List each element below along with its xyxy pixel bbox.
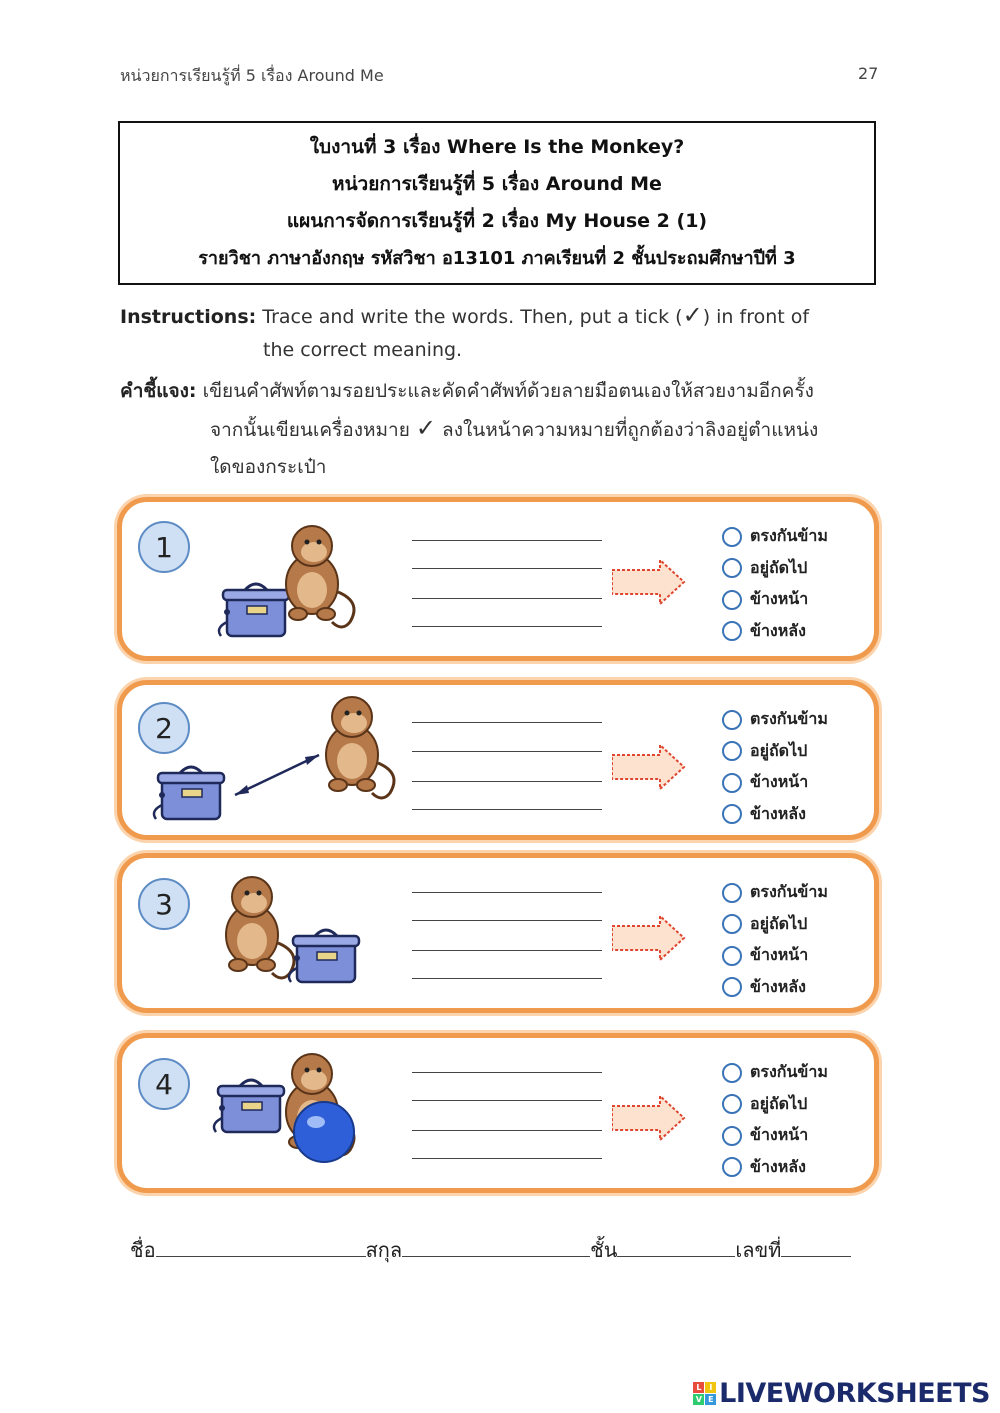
writing-line[interactable]	[412, 809, 602, 810]
option-in-front-of[interactable]	[722, 1120, 828, 1152]
option-label: ตรงกันข้าม	[750, 709, 828, 729]
option-behind[interactable]	[722, 616, 828, 648]
surname-label: สกุล	[365, 1238, 403, 1262]
radio-button[interactable]	[722, 621, 742, 641]
radio-button[interactable]	[722, 710, 742, 730]
instructions-en-text3: the correct meaning.	[263, 339, 463, 361]
instructions-th-label: คำชี้แจง:	[120, 380, 197, 402]
monkey-image	[272, 1050, 382, 1175]
question-card-1	[117, 497, 879, 661]
writing-line[interactable]	[412, 751, 602, 752]
student-info	[130, 1234, 870, 1266]
question-number: 1	[138, 521, 190, 573]
writing-line[interactable]	[412, 540, 602, 541]
badge-letter: L	[693, 1382, 704, 1393]
arrow-icon	[612, 560, 688, 606]
writing-line[interactable]	[412, 781, 602, 782]
unit-title: หน่วยการเรียนรู้ที่ 5 เรื่อง Around Me	[332, 173, 662, 195]
writing-line[interactable]	[412, 950, 602, 951]
radio-button[interactable]	[722, 946, 742, 966]
logo-text: LIVEWORKSHEETS	[719, 1378, 990, 1409]
tick-icon: ✓	[682, 301, 703, 329]
option-label: ตรงกันข้าม	[750, 882, 828, 902]
option-label: ข้างหลัง	[750, 803, 806, 823]
instructions-th-text2a: จากนั้นเขียนเครื่องหมาย	[210, 419, 410, 441]
worksheet-title: ใบงานที่ 3 เรื่อง Where Is the Monkey?	[309, 136, 685, 158]
instructions-th-text2b: ลงในหน้าความหมายที่ถูกต้องว่าลิงอยู่ตำแหน่ง	[442, 419, 819, 441]
radio-button[interactable]	[722, 1126, 742, 1146]
badge-letter: I	[705, 1382, 716, 1393]
liveworksheets-logo	[693, 1378, 990, 1409]
name-field[interactable]	[156, 1236, 366, 1257]
writing-line[interactable]	[412, 978, 602, 979]
writing-line[interactable]	[412, 892, 602, 893]
radio-button[interactable]	[722, 1063, 742, 1083]
option-label: อยู่ถัดไป	[750, 740, 808, 760]
radio-button[interactable]	[722, 977, 742, 997]
option-next-to[interactable]	[722, 909, 828, 941]
option-label: อยู่ถัดไป	[750, 1093, 808, 1113]
option-in-front-of[interactable]	[722, 584, 828, 616]
arrow-icon	[612, 916, 688, 962]
question-card-2	[117, 680, 879, 840]
option-label: อยู่ถัดไป	[750, 913, 808, 933]
radio-button[interactable]	[722, 527, 742, 547]
instructions-en-text2: ) in front of	[702, 306, 810, 328]
instructions-en-label: Instructions:	[120, 306, 257, 328]
writing-line[interactable]	[412, 1130, 602, 1131]
instructions-th-line2	[210, 414, 818, 445]
lesson-plan-title: แผนการจัดการเรียนรู้ที่ 2 เรื่อง My House 2 (1)	[286, 210, 708, 232]
option-opposite[interactable]	[722, 877, 828, 909]
option-in-front-of[interactable]	[722, 767, 828, 799]
option-opposite[interactable]	[722, 1057, 828, 1089]
arrow-icon	[612, 745, 688, 791]
instructions-en-text1: Trace and write the words. Then, put a tick (	[262, 306, 683, 328]
instructions-en-line1	[120, 301, 809, 329]
tick-icon: ✓	[415, 414, 436, 442]
radio-button[interactable]	[722, 590, 742, 610]
answer-options	[722, 521, 828, 647]
radio-button[interactable]	[722, 883, 742, 903]
radio-button[interactable]	[722, 1094, 742, 1114]
option-behind[interactable]	[722, 1152, 828, 1184]
monkey-image	[312, 693, 412, 805]
page-number: 27	[858, 64, 879, 83]
option-opposite[interactable]	[722, 704, 828, 736]
option-label: ข้างหน้า	[750, 589, 809, 609]
option-next-to[interactable]	[722, 736, 828, 768]
writing-line[interactable]	[412, 722, 602, 723]
ball-icon	[294, 1102, 354, 1162]
bag-image	[152, 765, 230, 825]
radio-button[interactable]	[722, 914, 742, 934]
option-behind[interactable]	[722, 799, 828, 831]
writing-line[interactable]	[412, 920, 602, 921]
badge-letter: V	[693, 1394, 704, 1405]
question-card-4	[117, 1033, 879, 1193]
title-box	[118, 121, 876, 285]
radio-button[interactable]	[722, 804, 742, 824]
writing-line[interactable]	[412, 626, 602, 627]
radio-button[interactable]	[722, 558, 742, 578]
question-number: 2	[138, 702, 190, 754]
class-label: ชั้น	[590, 1238, 618, 1262]
badge-letter: E	[705, 1394, 716, 1405]
option-next-to[interactable]	[722, 553, 828, 585]
answer-options	[722, 877, 828, 1003]
writing-line[interactable]	[412, 1100, 602, 1101]
writing-line[interactable]	[412, 1072, 602, 1073]
radio-button[interactable]	[722, 773, 742, 793]
radio-button[interactable]	[722, 1157, 742, 1177]
answer-options	[722, 1057, 828, 1183]
surname-field[interactable]	[402, 1236, 590, 1257]
option-label: ตรงกันข้าม	[750, 1062, 828, 1082]
question-number: 4	[138, 1058, 190, 1110]
monkey-image	[272, 522, 382, 632]
course-info: รายวิชา ภาษาอังกฤษ รหัสวิชา อ13101 ภาคเรียนที่ 2 ชั้นประถมศึกษาปีที่ 3	[198, 248, 796, 269]
option-label: ข้างหลัง	[750, 620, 806, 640]
question-card-3	[117, 853, 879, 1013]
option-label: ข้างหน้า	[750, 772, 809, 792]
option-label: อยู่ถัดไป	[750, 557, 808, 577]
class-field[interactable]	[617, 1236, 735, 1257]
writing-line[interactable]	[412, 598, 602, 599]
option-behind[interactable]	[722, 972, 828, 1004]
option-in-front-of[interactable]	[722, 940, 828, 972]
radio-button[interactable]	[722, 741, 742, 761]
running-title: หน่วยการเรียนรู้ที่ 5 เรื่อง Around Me	[120, 66, 384, 85]
number-label: เลขที่	[735, 1238, 782, 1262]
writing-line[interactable]	[412, 1158, 602, 1159]
option-opposite[interactable]	[722, 521, 828, 553]
logo-badge-icon	[693, 1382, 716, 1405]
instructions-th-text1: เขียนคำศัพท์ตามรอยประและคัดคำศัพท์ด้วยลายมือตนเองให้สวยงามอีกครั้ง	[202, 380, 814, 402]
option-next-to[interactable]	[722, 1089, 828, 1121]
bag-image	[287, 928, 365, 988]
name-label: ชื่อ	[130, 1238, 156, 1262]
writing-line[interactable]	[412, 568, 602, 569]
option-label: ตรงกันข้าม	[750, 526, 828, 546]
option-label: ข้างหน้า	[750, 1125, 809, 1145]
number-field[interactable]	[781, 1236, 851, 1257]
option-label: ข้างหน้า	[750, 945, 809, 965]
question-number: 3	[138, 878, 190, 930]
option-label: ข้างหลัง	[750, 1156, 806, 1176]
instructions-th-line1	[120, 376, 814, 406]
instructions-th-text3: ใดของกระเป๋า	[210, 456, 327, 478]
arrow-icon	[612, 1096, 688, 1142]
option-label: ข้างหลัง	[750, 976, 806, 996]
answer-options	[722, 704, 828, 830]
